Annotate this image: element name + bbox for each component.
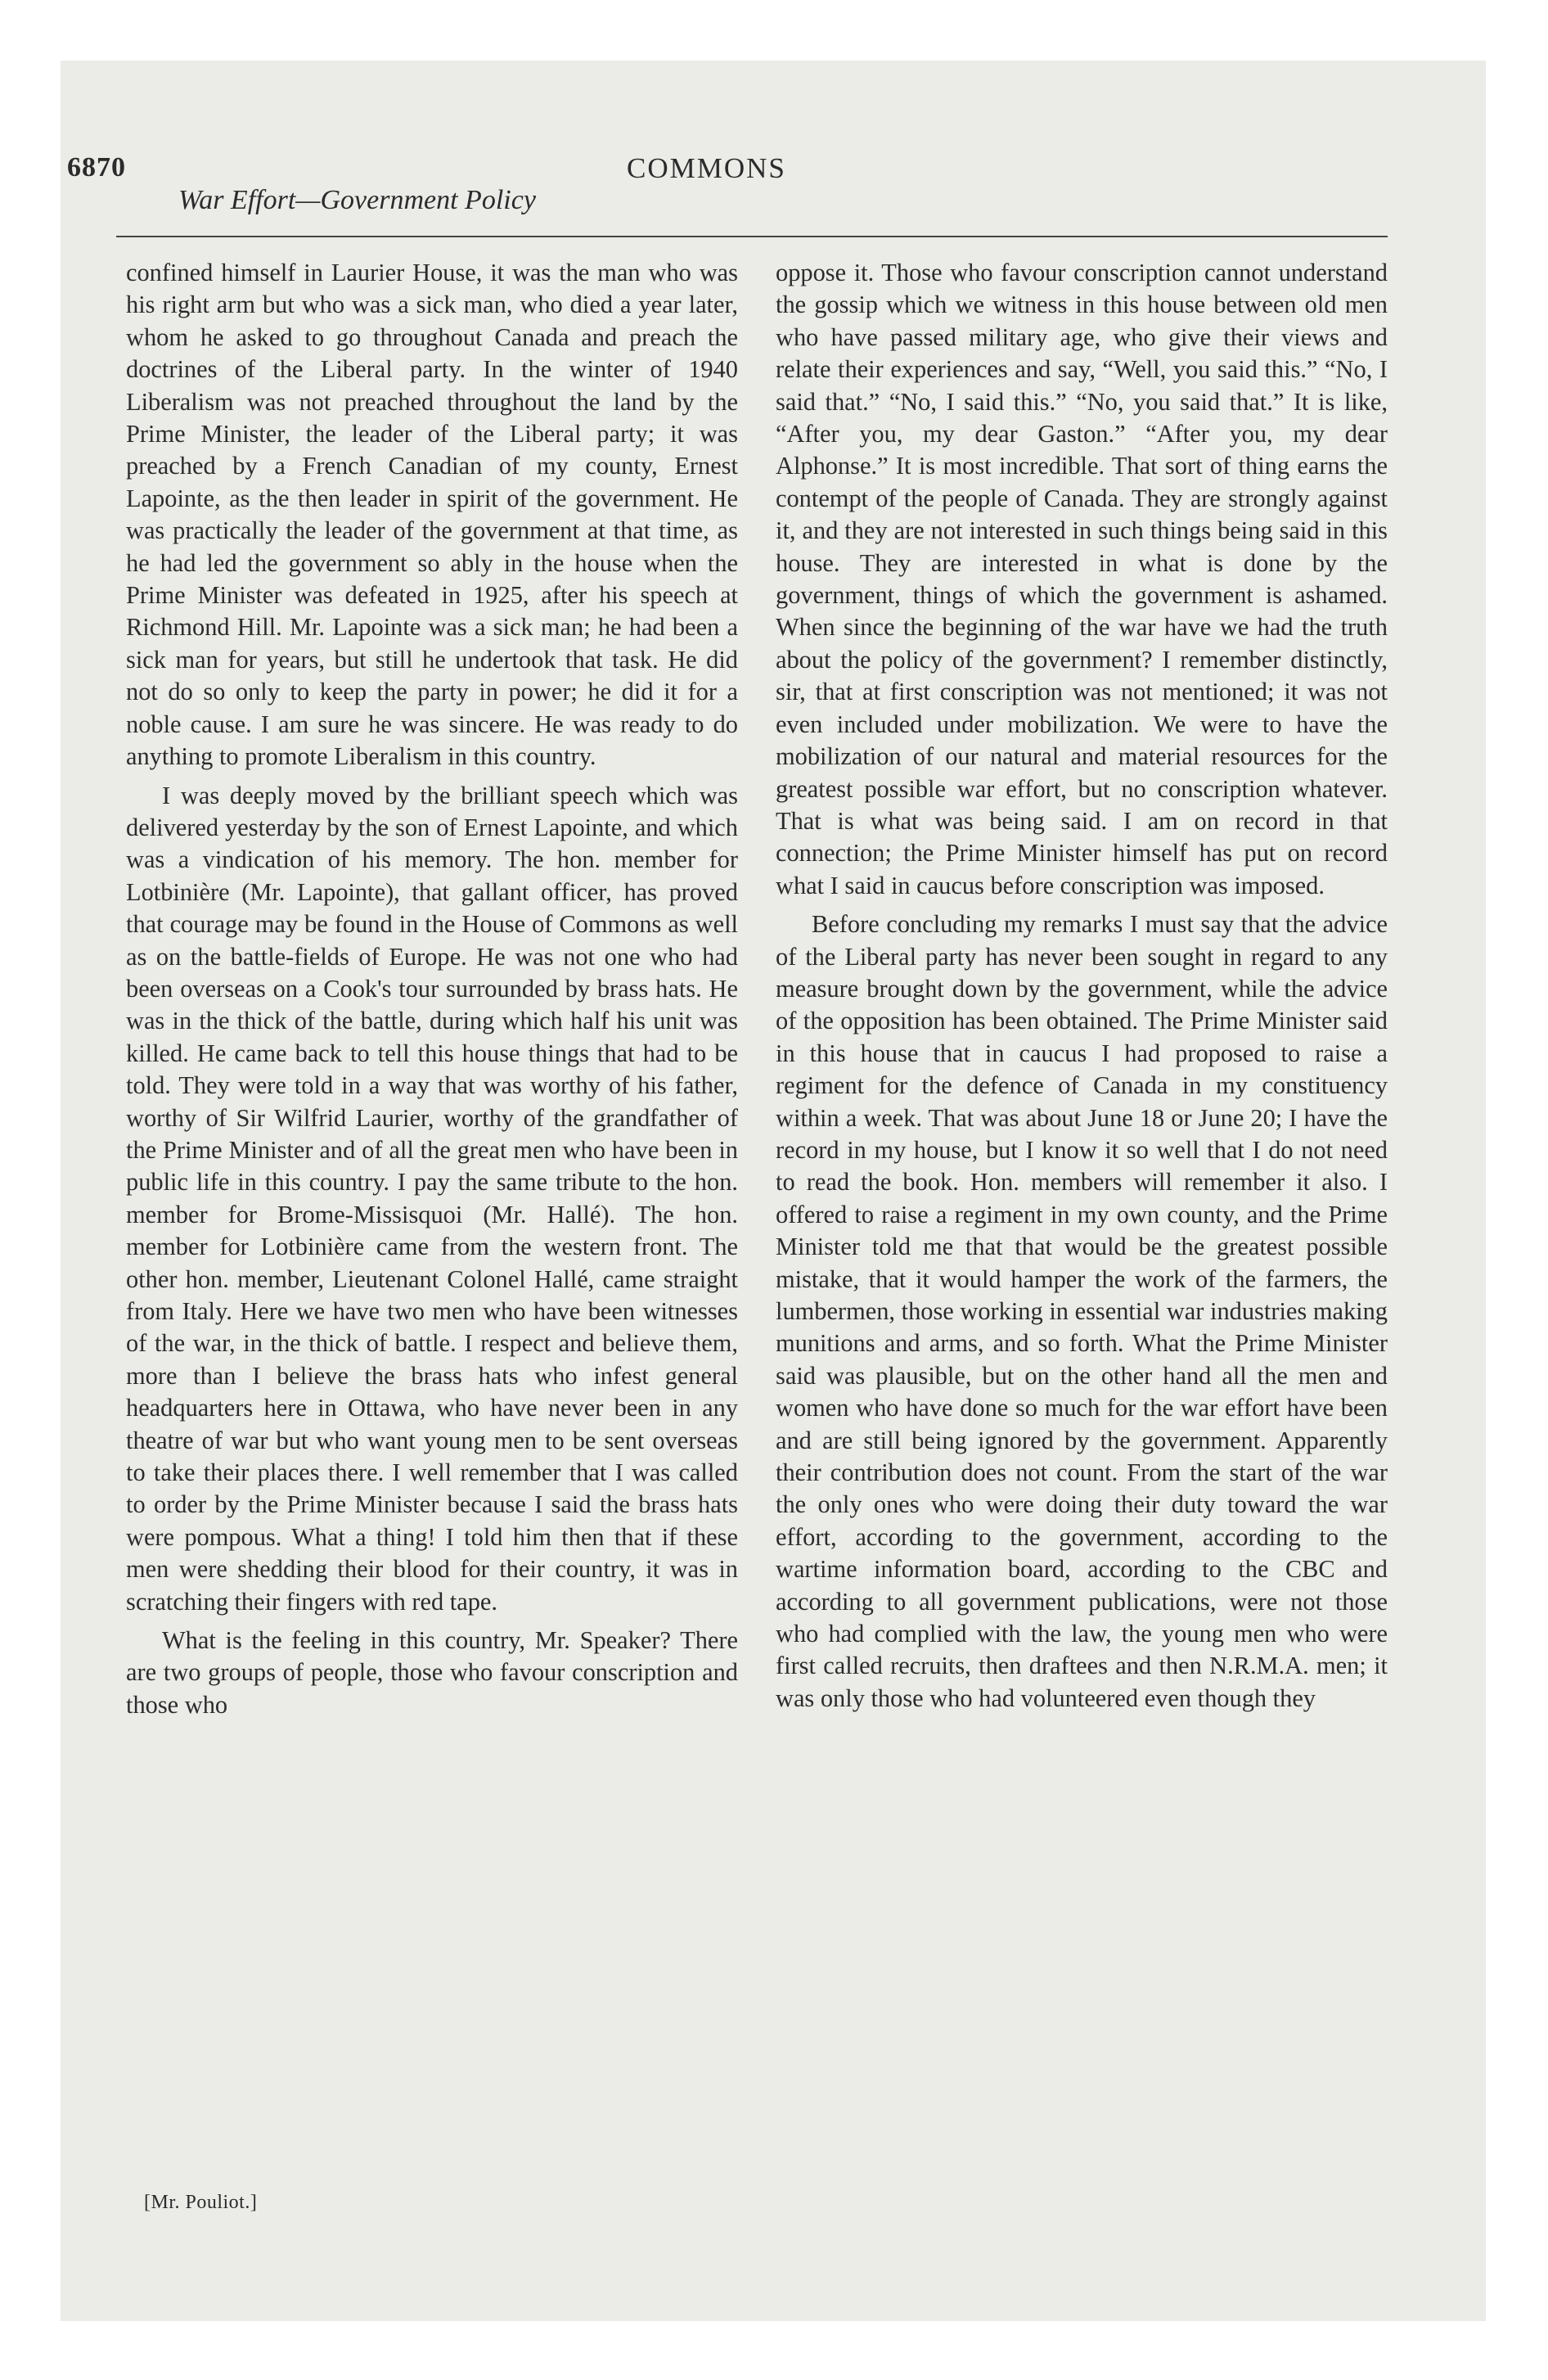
paragraph: Before concluding my remarks I must say that the advice of the Liberal party has never been sought in regard to any measure brought down by the government, while the advice of the opposition has been obtained. The Prime Minister said in this house that in caucus I had proposed to raise a regiment for the defence of Canada in my constituency within a week. That was about June 18 or June 20; I have the record in my house, but I know it so well that I do not need to read the book. Hon. members will remember it also. I offered to raise a regiment in my own county, and the Prime Minister told me that that would be the greatest possible mistake, that it would hamper the work of the farmers, the lumbermen, those working in essential war industries making munitions and arms, and so forth. What the Prime Minister said was plausible, but on the other hand all the men and women who have done so much for the war effort have been and are still being ignored by the government. Apparently their contribution does not count. From the start of the war the only ones who were doing their duty toward the war effort, according to the government, according to the wartime information board, according to the CBC and according to all government publications, were not those who had complied with the law, the young men who were first called recruits, then draftees and then N.R.M.A. men; it was only those who had volunteered even though they	[776, 910, 1388, 1712]
paragraph: confined himself in Laurier House, it was the man who was his right arm but who was a sick man, who died a year later, whom he asked to go throughout Canada and preach the doctrines of the Liberal party. In the winter of 1940 Liberalism was not preached throughout the land by the Prime Minister, the leader of the Liberal party; it was preached by a French Canadian of my county, Ernest Lapointe, as the then leader in spirit of the government. He was practically the leader of the government at that time, as he had led the government so ably in the house when the Prime Minister was defeated in 1925, after his speech at Richmond Hill. Mr. Lapointe was a sick man; he had been a sick man for years, but still he undertook that task. He did not do so only to keep the party in power; he did it for a noble cause. I am sure he was sincere. He was ready to do anything to promote Liberalism in this country.	[126, 259, 738, 771]
right-column	[776, 257, 1388, 1715]
page-number: 6870	[67, 152, 126, 183]
journal-title: COMMONS	[627, 152, 786, 184]
speaker-tag: [Mr. Pouliot.]	[144, 2192, 258, 2213]
left-column	[126, 257, 738, 1721]
section-title: War Effort—Government Policy	[178, 185, 536, 215]
paragraph: oppose it. Those who favour conscription cannot understand the gossip which we witness in this house between old men who have passed military age, who give their views and relate their experiences and say, “Well, you said this.” “No, I said that.” “No, I said this.” “No, you said that.” It is like, “After you, my dear Gaston.” “After you, my dear Alphonse.” It is most incredible. That sort of thing earns the contempt of the people of Canada. They are strongly against it, and they are not interested in such things being said in this house. They are interested in what is done by the government, things of which the government is ashamed. When since the beginning of the war have we had the truth about the policy of the government? I remember distinctly, sir, that at first conscription was not mentioned; it was not even included under mobilization. We were to have the mobilization of our natural and material resources for the greatest possible war effort, but no conscription whatever. That is what was being said. I am on record in that connection; the Prime Minister himself has put on record what I said in caucus before conscription was imposed.	[776, 259, 1388, 899]
page-header	[67, 82, 1379, 237]
paragraph: What is the feeling in this country, Mr. Speaker? There are two groups of people, those who favour conscription and those who	[126, 1626, 738, 1719]
header-rule	[116, 236, 1388, 237]
paragraph: I was deeply moved by the brilliant speech which was delivered yesterday by the son of Ernest Lapointe, and which was a vindication of his memory. The hon. member for Lotbinière (Mr. Lapointe), that gallant officer, has proved that courage may be found in the House of Commons as well as on the battle-fields of Europe. He was not one who had been overseas on a Cook's tour surrounded by brass hats. He was in the thick of the battle, during which half his unit was killed. He came back to tell this house things that had to be told. They were told in a way that was worthy of his father, worthy of Sir Wilfrid Laurier, worthy of the grandfather of the Prime Minister and of all the great men who have been in public life in this country. I pay the same tribute to the hon. member for Brome-Missisquoi (Mr. Hallé). The hon. member for Lotbinière came from the western front. The other hon. member, Lieutenant Colonel Hallé, came straight from Italy. Here we have two men who have been witnesses of the war, in the thick of battle. I respect and believe them, more than I believe the brass hats who infest general headquarters here in Ottawa, who have never been in any theatre of war but who want young men to be sent overseas to take their places there. I well remember that I was called to order by the Prime Minister because I said the brass hats were pompous. What a thing! I told him then that if these men were shedding their blood for their country, it was in scratching their fingers with red tape.	[126, 781, 738, 1616]
